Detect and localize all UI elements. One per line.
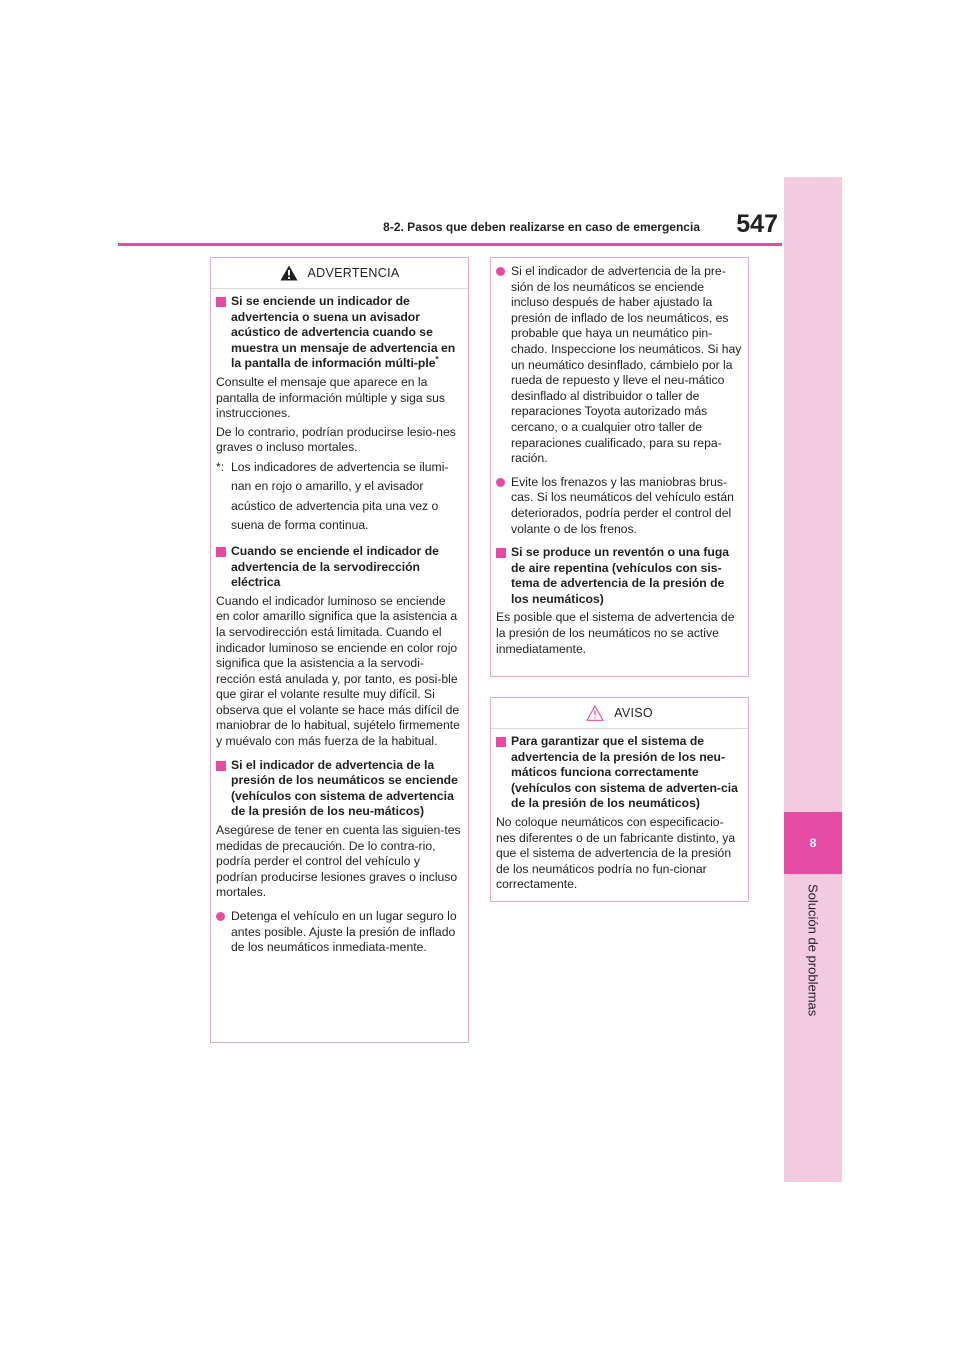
- warning-box: [210, 257, 469, 1043]
- caution-triangle-icon: [586, 705, 604, 721]
- notice-box-body: [491, 729, 748, 899]
- warning-box-header: [211, 258, 468, 289]
- footnote-mark: *:: [216, 459, 225, 474]
- chapter-label: [784, 884, 842, 1044]
- warning-paragraph: Asegúrese de tener en cuenta las siguien-tes medidas de precaución. De lo contra-rio, podría perder el control del vehículo y podrían producirse lesiones graves o incluso mortales.: [216, 823, 461, 900]
- warning-bullet: Detenga el vehículo en un lugar seguro lo antes posible. Ajuste la presión de inflado de los neumáticos inmediata-mente.: [216, 909, 462, 956]
- warning-bullet: Si el indicador de advertencia de la pre-sión de los neumáticos se enciende incluso después de haber ajustado la presión de inflado de los neumáticos, es probable que haya un neumático pin-chado. Inspeccione los neumáticos. Si hay un neumático desinflado, cámbielo por la rueda de repuesto y lleve el neu-mático desinflado al distribuidor o taller de reparaciones Toyota autorizado más cercano, o a cualquier otro taller de reparaciones cualificado, para su repa-ración.: [496, 264, 742, 467]
- page-number: 547: [736, 210, 778, 238]
- warning-section-heading: Si se produce un reventón o una fuga de aire repentina (vehículos con sis-tema de advertencia de la presión de los neumáticos): [496, 545, 742, 607]
- notice-box-title: AVISO: [614, 706, 653, 720]
- notice-box: [490, 697, 749, 902]
- square-bullet-icon: [216, 547, 226, 557]
- warning-paragraph: Es posible que el sistema de advertencia de la presión de los neumáticos no se active inmediatamente.: [496, 610, 735, 656]
- square-bullet-icon: [216, 761, 226, 771]
- warning-box-continued-body: [491, 258, 748, 663]
- warning-bullet: Evite los frenazos y las maniobras brus-cas. Si los neumáticos del vehículo están deteriorados, podría perder el control del volante o de los frenos.: [496, 475, 742, 537]
- warning-section-heading: Cuando se enciende el indicador de advertencia de la servodirección eléctrica: [216, 544, 462, 591]
- section-title: 8-2. Pasos que deben realizarse en caso de emergencia: [383, 220, 700, 234]
- notice-section-heading: Para garantizar que el sistema de advertencia de la presión de los neu-máticos funciona correctamente (vehículos con sistema de adverten-cia de la presión de los neumáticos): [496, 734, 742, 812]
- round-bullet-icon: [496, 478, 505, 487]
- warning-box-continued: [490, 257, 749, 677]
- round-bullet-icon: [216, 912, 225, 921]
- warning-footnote: *: Los indicadores de advertencia se ilumi-nan en rojo o amarillo, y el avisador acústico de advertencia pita una vez o suena de forma continua.: [216, 459, 449, 533]
- warning-box-body: [211, 289, 468, 962]
- warning-triangle-icon: [280, 265, 298, 281]
- square-bullet-icon: [216, 297, 226, 307]
- warning-box-title: ADVERTENCIA: [307, 266, 400, 280]
- chapter-number-tab: 8: [784, 812, 842, 874]
- warning-paragraph: Consulte el mensaje que aparece en la pantalla de información múltiple y siga sus instrucciones.: [216, 374, 445, 421]
- square-bullet-icon: [496, 548, 506, 558]
- chapter-label-text: Solución de problemas: [805, 884, 821, 1017]
- notice-paragraph: No coloque neumáticos con especificacio-nes diferentes o de un fabricante distinto, ya que el sistema de advertencia de la presión de los neumáticos podría no fun-cionar correctamente.: [496, 814, 736, 892]
- warning-section-heading: Si se enciende un indicador de advertencia o suena un avisador acústico de advertencia cuando se muestra un mensaje de advertencia en la pantalla de información múlti-ple*: [216, 294, 462, 372]
- warning-paragraph: Cuando el indicador luminoso se enciende en color amarillo significa que la asistencia a la servodirección está limitada. Cuando el indicador luminoso se enciende en color rojo significa que la asistencia a la servodi-rección está anulada y, por tanto, es posi-ble que girar el volante resulte muy difícil. Si observa que el volante se hace más difícil de maniobrar de lo habitual, sujételo firmemente y muévalo con más fuerza de la habitual.: [216, 593, 460, 749]
- square-bullet-icon: [496, 737, 506, 747]
- header-rule: [118, 243, 782, 246]
- round-bullet-icon: [496, 267, 505, 276]
- notice-box-header: [491, 698, 748, 729]
- warning-paragraph: De lo contrario, podrían producirse lesio-nes graves o incluso mortales.: [216, 424, 456, 455]
- warning-section-heading: Si el indicador de advertencia de la presión de los neumáticos se enciende (vehículos con sistema de advertencia de la presión de los neu-máticos): [216, 758, 462, 820]
